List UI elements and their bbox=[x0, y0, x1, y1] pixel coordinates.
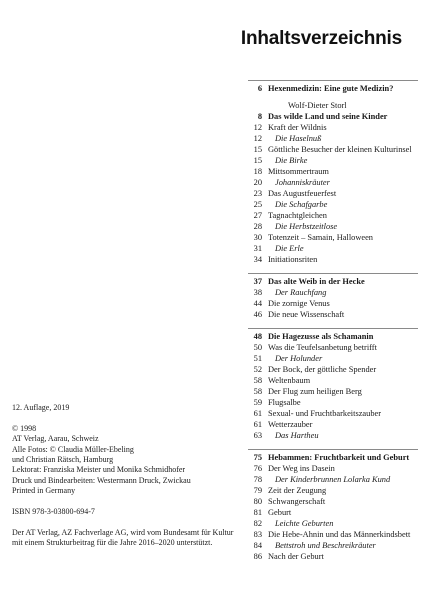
toc-entry bbox=[248, 375, 418, 386]
toc-entry bbox=[248, 342, 418, 353]
toc-page-number: 50 bbox=[253, 343, 262, 352]
toc-page-number: 18 bbox=[253, 167, 262, 176]
toc-page-number: 83 bbox=[253, 530, 262, 539]
toc-section bbox=[248, 328, 418, 441]
toc-page-number: 15 bbox=[253, 145, 262, 154]
toc-entry bbox=[248, 397, 418, 408]
toc-page-number: 80 bbox=[253, 497, 262, 506]
page-title: Inhaltsverzeichnis bbox=[240, 28, 402, 49]
toc-entry bbox=[248, 496, 418, 507]
toc-entry bbox=[248, 298, 418, 309]
funding-note: Der AT Verlag, AZ Fachverlage AG, wird vom Bundesamt für Kultur mit einem Strukturbeitrag für die Jahre 2016–2020 unterstützt. bbox=[12, 527, 234, 548]
toc-title: Die Herbstzeitlose bbox=[275, 222, 338, 231]
toc-entry bbox=[248, 122, 418, 133]
copyright-line: Printed in Germany bbox=[12, 486, 76, 496]
toc-title: Johanniskräuter bbox=[275, 178, 330, 187]
toc-title: Was die Teufelsanbetung betrifft bbox=[268, 343, 377, 352]
toc-entry bbox=[248, 199, 418, 210]
toc-author bbox=[248, 100, 418, 111]
toc-page-number: 44 bbox=[253, 299, 262, 308]
isbn: ISBN 978-3-03800-694-7 bbox=[12, 507, 95, 517]
copyright-block bbox=[12, 424, 238, 497]
copyright-line: © 1998 bbox=[12, 423, 37, 433]
toc-entry bbox=[248, 529, 418, 540]
toc-page-number: 81 bbox=[253, 508, 262, 517]
toc-page-number: 15 bbox=[253, 156, 262, 165]
toc-page-number: 8 bbox=[257, 112, 262, 121]
toc-page-number: 37 bbox=[253, 277, 262, 286]
toc-title: Der Flug zum heiligen Berg bbox=[268, 387, 362, 396]
copyright-line: Druck und Bindearbeiten: Westermann Druck, Zwickau bbox=[12, 475, 191, 485]
toc-page-number: 38 bbox=[253, 288, 262, 297]
toc-title: Schwangerschaft bbox=[268, 497, 326, 506]
toc-chapter bbox=[248, 276, 418, 287]
toc-entry bbox=[248, 518, 418, 529]
toc-title: Der Bock, der göttliche Spender bbox=[268, 365, 377, 374]
toc-page-number: 6 bbox=[257, 84, 262, 93]
toc-title: Bettstroh und Beschreikräuter bbox=[275, 541, 376, 550]
toc-title: Der Weg ins Dasein bbox=[268, 464, 335, 473]
toc-page-number: 58 bbox=[253, 387, 262, 396]
toc-entry bbox=[248, 485, 418, 496]
toc-page-number: 46 bbox=[253, 310, 262, 319]
toc-title: Das Hartheu bbox=[275, 431, 319, 440]
toc-section bbox=[248, 273, 418, 320]
toc-title: Wetterzauber bbox=[268, 420, 313, 429]
toc-title: Göttliche Besucher der kleinen Kulturinsel bbox=[268, 145, 412, 154]
toc-entry bbox=[248, 474, 418, 485]
toc-title: Die Erle bbox=[275, 244, 304, 253]
toc-title: Das wilde Land und seine Kinder bbox=[268, 112, 388, 121]
toc-page-number: 79 bbox=[253, 486, 262, 495]
toc-title: Initiationsriten bbox=[268, 255, 318, 264]
toc-title: Die Hebe-Ahnin und das Männerkindsbett bbox=[268, 530, 411, 539]
toc-entry bbox=[248, 188, 418, 199]
toc-page-number: 75 bbox=[253, 453, 262, 462]
toc-entry bbox=[248, 166, 418, 177]
toc-title: Hebammen: Fruchtbarkeit und Geburt bbox=[268, 453, 410, 462]
toc-page-number: 76 bbox=[253, 464, 262, 473]
toc-chapter bbox=[248, 331, 418, 342]
toc-title: Leichte Geburten bbox=[275, 519, 334, 528]
toc-title: Weltenbaum bbox=[268, 376, 311, 385]
toc-page-number: 86 bbox=[253, 552, 262, 561]
toc-entry bbox=[248, 243, 418, 254]
toc-title: Die Birke bbox=[275, 156, 308, 165]
toc-page-number: 78 bbox=[253, 475, 262, 484]
toc-title: Die Schafgarbe bbox=[275, 200, 328, 209]
toc-chapter bbox=[248, 83, 418, 94]
toc-page-number: 12 bbox=[253, 123, 262, 132]
toc-entry bbox=[248, 364, 418, 375]
toc-title: Das alte Weib in der Hecke bbox=[268, 277, 365, 286]
toc-page-number: 28 bbox=[253, 222, 262, 231]
toc-title: Der Rauchfang bbox=[275, 288, 327, 297]
toc-title: Mittsommertraum bbox=[268, 167, 329, 176]
toc-entry bbox=[248, 232, 418, 243]
toc-title: Wolf-Dieter Storl bbox=[288, 101, 347, 110]
toc-page-number: 58 bbox=[253, 376, 262, 385]
toc-title: Die Hagezusse als Schamanin bbox=[268, 332, 374, 341]
toc-entry bbox=[248, 353, 418, 364]
toc-entry bbox=[248, 419, 418, 430]
toc-entry bbox=[248, 463, 418, 474]
toc-entry bbox=[248, 287, 418, 298]
toc-page-number: 61 bbox=[253, 420, 262, 429]
toc-entry bbox=[248, 133, 418, 144]
toc-title: Der Holunder bbox=[275, 354, 323, 363]
toc-page-number: 48 bbox=[253, 332, 262, 341]
toc-page-number: 51 bbox=[253, 354, 262, 363]
toc-page-number: 59 bbox=[253, 398, 262, 407]
toc-entry bbox=[248, 430, 418, 441]
toc-title: Totenzeit – Samain, Halloween bbox=[268, 233, 373, 242]
toc-section bbox=[248, 80, 418, 265]
toc-page-number: 25 bbox=[253, 200, 262, 209]
toc-title: Die neue Wissenschaft bbox=[268, 310, 345, 319]
table-of-contents bbox=[248, 80, 418, 570]
toc-entry bbox=[248, 386, 418, 397]
toc-page-number: 34 bbox=[253, 255, 262, 264]
copyright-line: Lektorat: Franziska Meister und Monika Schmidhofer bbox=[12, 465, 186, 475]
toc-entry bbox=[248, 408, 418, 419]
toc-page-number: 84 bbox=[253, 541, 262, 550]
toc-title: Geburt bbox=[268, 508, 292, 517]
toc-page-number: 12 bbox=[253, 134, 262, 143]
toc-page-number: 61 bbox=[253, 409, 262, 418]
toc-page-number: 30 bbox=[253, 233, 262, 242]
toc-title: Flugsalbe bbox=[268, 398, 301, 407]
toc-page-number: 23 bbox=[253, 189, 262, 198]
toc-entry bbox=[248, 155, 418, 166]
toc-title: Das Augustfeuerfest bbox=[268, 189, 337, 198]
toc-page-number: 63 bbox=[253, 431, 262, 440]
toc-entry bbox=[248, 540, 418, 551]
toc-page-number: 82 bbox=[253, 519, 262, 528]
toc-entry bbox=[248, 177, 418, 188]
imprint bbox=[12, 403, 238, 549]
toc-title: Der Kinderbrunnen Lolarka Kund bbox=[275, 475, 391, 484]
toc-entry bbox=[248, 309, 418, 320]
toc-entry bbox=[248, 507, 418, 518]
toc-chapter bbox=[248, 111, 418, 122]
toc-section bbox=[248, 449, 418, 562]
toc-page-number: 52 bbox=[253, 365, 262, 374]
toc-entry bbox=[248, 551, 418, 562]
toc-title: Nach der Geburt bbox=[268, 552, 324, 561]
toc-title: Die Haselnuß bbox=[275, 134, 322, 143]
toc-title: Die zornige Venus bbox=[268, 299, 330, 308]
toc-page-number: 27 bbox=[253, 211, 262, 220]
toc-title: Tagnachtgleichen bbox=[268, 211, 327, 220]
toc-page-number: 20 bbox=[253, 178, 262, 187]
toc-chapter bbox=[248, 452, 418, 463]
copyright-line: AT Verlag, Aarau, Schweiz bbox=[12, 434, 99, 444]
toc-page-number: 31 bbox=[253, 244, 262, 253]
toc-title: Zeit der Zeugung bbox=[268, 486, 327, 495]
toc-entry bbox=[248, 254, 418, 265]
toc-title: Kraft der Wildnis bbox=[268, 123, 327, 132]
toc-entry bbox=[248, 144, 418, 155]
edition-note: 12. Auflage, 2019 bbox=[12, 403, 70, 412]
toc-title: Sexual- und Fruchtbarkeitszauber bbox=[268, 409, 382, 418]
copyright-line: Alle Fotos: © Claudia Müller-Ebeling bbox=[12, 444, 134, 454]
toc-title: Hexenmedizin: Eine gute Medizin? bbox=[268, 84, 394, 93]
toc-entry bbox=[248, 221, 418, 232]
toc-entry bbox=[248, 210, 418, 221]
copyright-line: und Christian Rätsch, Hamburg bbox=[12, 455, 114, 465]
